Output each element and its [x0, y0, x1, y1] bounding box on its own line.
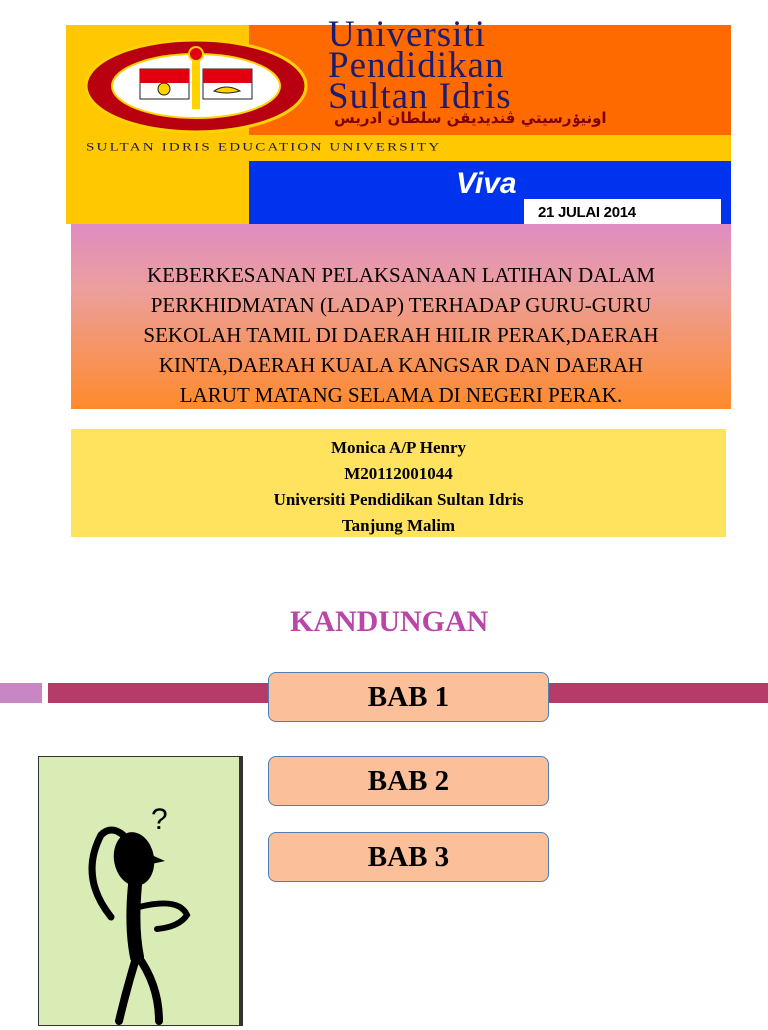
author-name: Monica A/P Henry	[330, 438, 467, 457]
question-mark: ?	[151, 803, 168, 836]
university-name	[328, 14, 512, 117]
author-location: Tanjung Malim	[341, 516, 456, 535]
chapter-2-button[interactable]: BAB 2	[268, 756, 549, 806]
header-banner	[66, 14, 731, 224]
thesis-title	[71, 260, 731, 410]
university-name-line: Pendidikan	[328, 45, 505, 86]
thesis-title-line: PERKHIDMATAN (LADAP) TERHADAP GURU-GURU	[150, 293, 652, 317]
student-id: M20112001044	[344, 464, 453, 483]
chapter-1-button[interactable]: BAB 1	[268, 672, 549, 722]
author-university: Universiti Pendidikan Sultan Idris	[273, 490, 524, 509]
event-date: 21 JULAI 2014	[538, 204, 636, 221]
thesis-title-line: KEBERKESANAN PELAKSANAAN LATIHAN DALAM	[146, 263, 656, 287]
university-english-name: SULTAN IDRIS EDUCATION UNIVERSITY	[86, 140, 442, 154]
chapter-3-button[interactable]: BAB 3	[268, 832, 549, 882]
university-logo	[84, 39, 314, 133]
thesis-title-line: LARUT MATANG SELAMA DI NEGERI PERAK.	[179, 383, 623, 407]
author-box	[71, 429, 726, 537]
university-name-line: Universiti	[328, 14, 486, 55]
thesis-title-line: SEKOLAH TAMIL DI DAERAH HILIR PERAK,DAERAH	[143, 323, 659, 347]
clipart-panel	[38, 756, 243, 1026]
contents-heading: KANDUNGAN	[290, 605, 489, 638]
thinking-person-icon	[39, 757, 239, 1025]
university-name-line: Sultan Idris	[328, 76, 512, 117]
decorative-square	[0, 683, 42, 703]
thesis-title-line: KINTA,DAERAH KUALA KANGSAR DAN DAERAH	[158, 353, 644, 377]
thesis-title-box	[71, 224, 731, 409]
event-label: Viva	[456, 167, 517, 200]
university-name-jawi: اونيۏرسيتي ڤنديديقن سلطان ادريس	[334, 109, 607, 127]
